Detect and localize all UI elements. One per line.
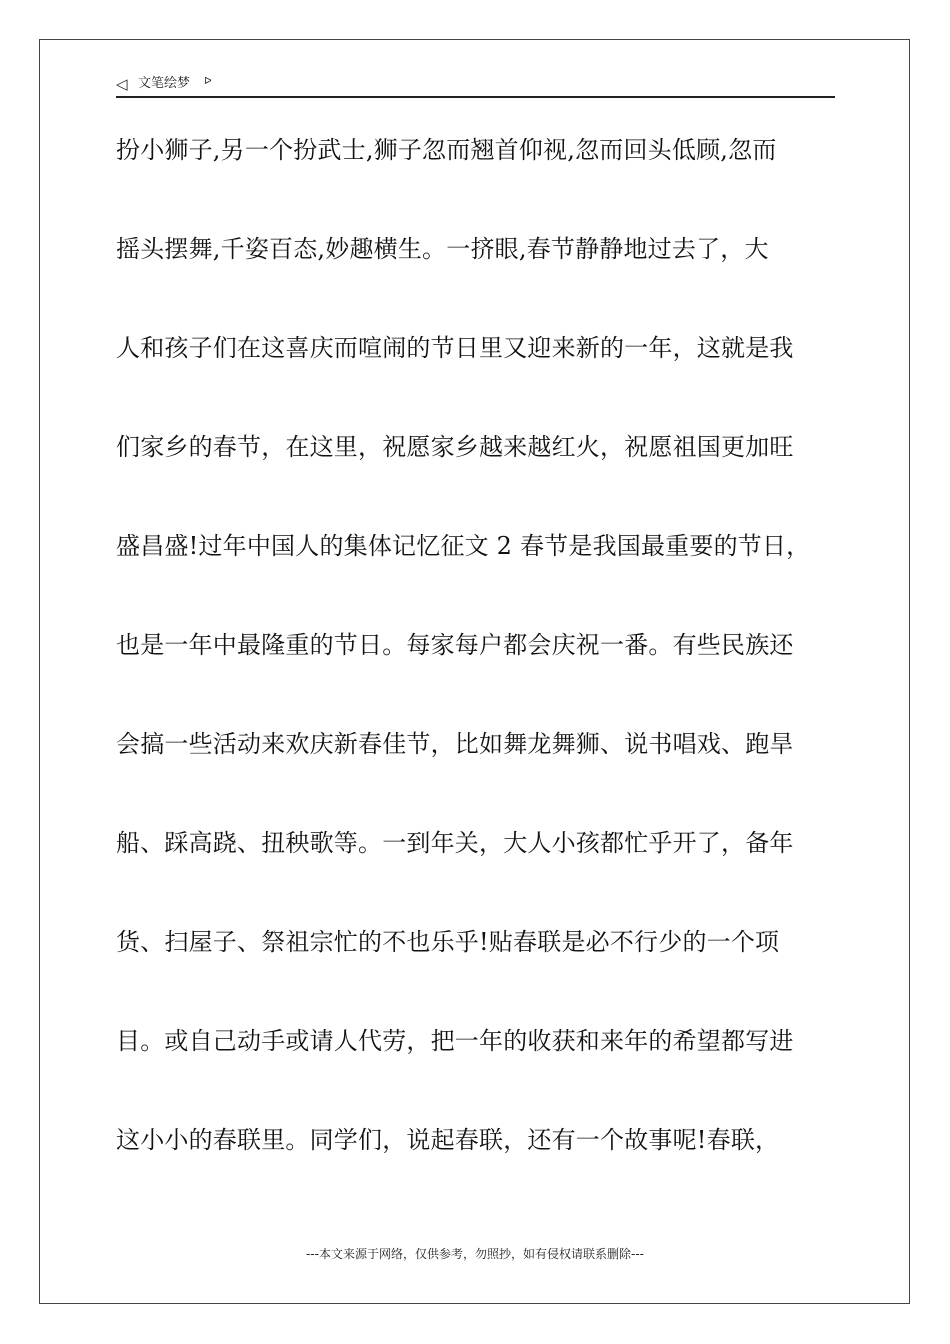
text-line: 摇头摆舞,千姿百态,妙趣横生。一挤眼,春节静静地过去了，大 xyxy=(116,235,769,263)
page-header xyxy=(116,74,835,98)
text-line: 会搞一些活动来欢庆新春佳节，比如舞龙舞狮、说书唱戏、跑旱 xyxy=(116,730,794,758)
document-body xyxy=(116,120,846,1209)
header-title: 文笔绘梦 xyxy=(138,76,191,91)
text-line: 们家乡的春节，在这里，祝愿家乡越来越红火，祝愿祖国更加旺 xyxy=(116,433,794,461)
text-line: 扮小狮子,另一个扮武士,狮子忽而翘首仰视,忽而回头低顾,忽而 xyxy=(116,136,777,164)
text-line: 也是一年中最隆重的节日。每家每户都会庆祝一番。有些民族还 xyxy=(116,631,794,659)
text-line: 这小小的春联里。同学们，说起春联，还有一个故事呢!春联， xyxy=(116,1126,780,1154)
triangle-right-icon: ᐅ xyxy=(204,76,212,87)
text-line: 盛昌盛!过年中国人的集体记忆征文 2 春节是我国最重要的节日， xyxy=(116,532,811,560)
text-line: 船、踩高跷、扭秧歌等。一到年关，大人小孩都忙乎开了，备年 xyxy=(116,829,794,857)
text-line: 货、扫屋子、祭祖宗忙的不也乐乎!贴春联是必不行少的一个项 xyxy=(116,928,780,956)
footer-disclaimer: ---本文来源于网络，仅供参考，勿照抄，如有侵权请联系删除--- xyxy=(306,1247,644,1261)
triangle-left-icon: ◁ xyxy=(116,75,128,93)
text-line: 人和孩子们在这喜庆而喧闹的节日里又迎来新的一年，这就是我 xyxy=(116,334,794,362)
text-line: 目。或自己动手或请人代劳，把一年的收获和来年的希望都写进 xyxy=(116,1027,794,1055)
